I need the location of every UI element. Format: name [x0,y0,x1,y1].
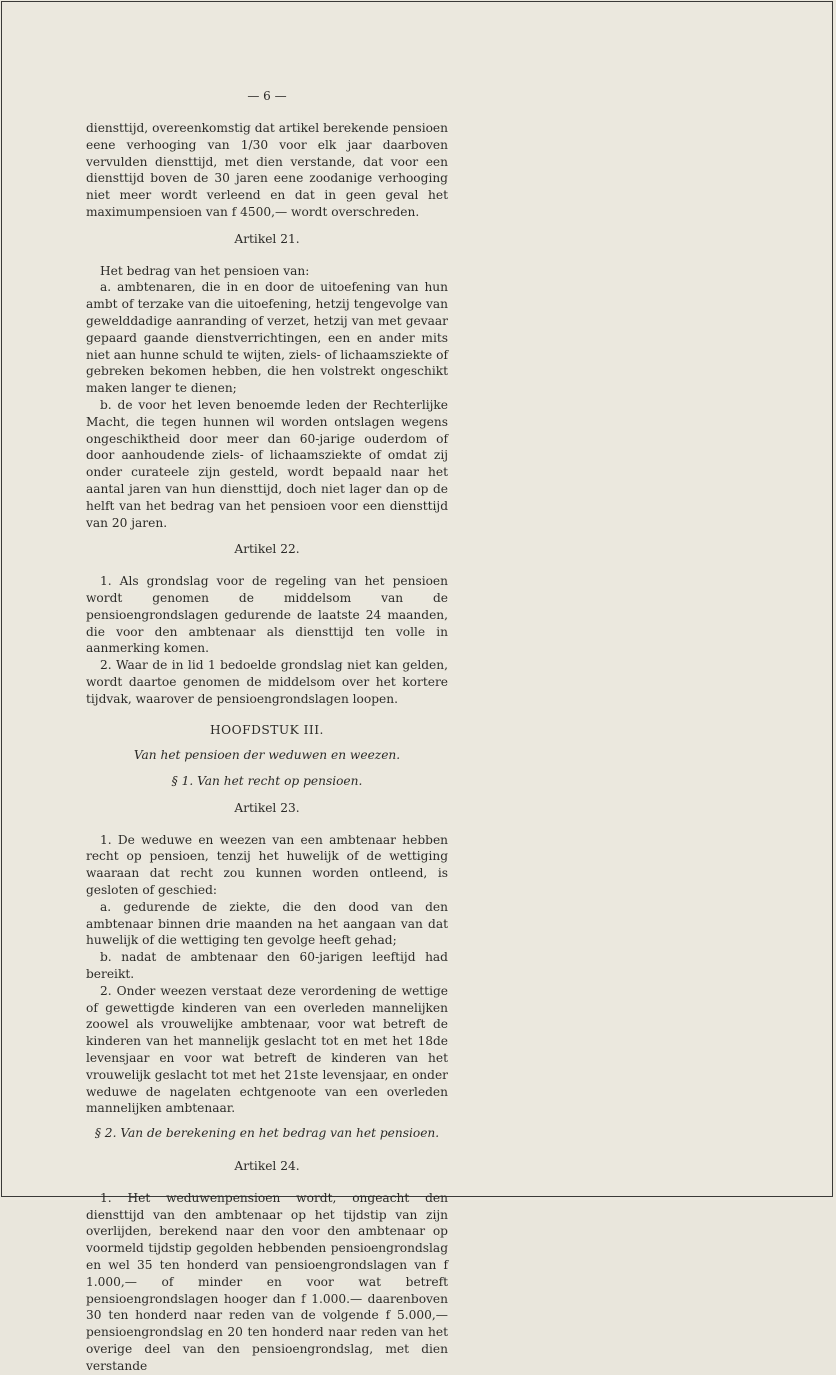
article-23-paragraph: 2. Onder weezen verstaat deze verordening de wettige of gewettigde kinderen van een overleden mannelijken zoowel als vrouwelijke ambtenaar, voor wat betreft de kinderen van het mannelijk geslacht tot en met het 18de levensjaar en voor wat betreft de kinderen van het vrouwelijk geslacht tot met het 21ste levensjaar, en onder weduwe de nagelaten echtgenoote van een overleden mannelijken ambtenaar. [86,983,448,1116]
article-21-paragraph: Het bedrag van het pensioen van: [100,263,310,278]
document-body [86,88,448,1375]
article-22-paragraph: 1. Als grondslag voor de regeling van het pensioen wordt genomen de middelsom van de pensioengrondslagen gedurende de laatste 24 maanden, die voor den ambtenaar als diensttijd ten volle in aanmerking komen. [86,574,448,656]
article-24-heading: Artikel 24. [234,1159,300,1174]
chapter-subtitle: Van het pensioen der weduwen en weezen. [133,748,401,763]
article-22-heading: Artikel 22. [234,542,300,557]
article-23-heading: Artikel 23. [234,800,300,815]
article-22-paragraph: 2. Waar de in lid 1 bedoelde grondslag niet kan gelden, wordt daartoe genomen de middelsom over het kortere tijdvak, waarover de pensioengrondslagen loopen. [86,658,448,706]
article-23-paragraph: a. gedurende de ziekte, die den dood van den ambtenaar binnen drie maanden na het aangaan van dat huwelijk of die wettiging ten gevolge heeft gehad; [86,899,448,948]
intro-paragraph: diensttijd, overeenkomstig dat artikel berekende pensioen eene verhooging van 1/30 voor elk jaar daarboven vervulden diensttijd, met dien verstande, dat voor een diensttijd boven de 30 jaren eene zoodanige verhooging niet meer wordt verleend en dat in geen geval het maximumpensioen van f 4500,— wordt overschreden. [86,121,448,219]
article-24-paragraph: 1. Het weduwenpensioen wordt, ongeacht den diensttijd van den ambtenaar op het tijdstip van zijn overlijden, berekend naar den voor den ambtenaar op voormeld tijdstip gegolden hebbenden pensioengrondslag en wel 35 ten honderd van pensioengrondslagen van f 1.000,— of minder en voor wat betreft pensioengrondslagen hooger dan f 1.000.— daarenboven 30 ten honderd naar reden van de volgende f 5.000,— pensioengrondslag en 20 ten honderd naar reden van het overige deel van den pensioengrondslag, met dien verstande [86,1190,448,1373]
article-23-paragraph: 1. De weduwe en weezen van een ambtenaar hebben recht op pensioen, tenzij het huwelijk of de wettiging waaraan dat recht zou kunnen worden ontleend, is gesloten of geschied: [86,832,448,898]
chapter-heading: HOOFDSTUK III. [210,722,324,737]
article-23-paragraph: b. nadat de ambtenaar den 60-jarigen leeftijd had bereikt. [86,950,448,982]
article-21-paragraph: a. ambtenaren, die in en door de uitoefening van hun ambt of terzake van die uitoefening, hetzij tengevolge van gewelddadige aanranding of verzet, hetzij van met gevaar gepaard gaande dienstverrichtingen, een en ander mits niet aan hunne schuld te wijten, ziels- of lichaamsziekte of gebreken bekomen hebben, die hen volstrekt ongeschikt maken langer te dienen; [86,280,448,396]
article-21-heading: Artikel 21. [234,231,300,246]
page-number: — 6 — [247,89,287,103]
section-2-heading: § 2. Van de berekening en het bedrag van het pensioen. [94,1126,440,1141]
section-1-heading: § 1. Van het recht op pensioen. [171,774,363,789]
article-21-paragraph: b. de voor het leven benoemde leden der Rechterlijke Macht, die tegen hunnen wil worden ontslagen wegens ongeschiktheid door meer dan 60-jarige ouderdom of door aanhoudende ziels- of lichaamsziekte of omdat zij onder curateele zijn gesteld, wordt bepaald naar het aantal jaren van hun diensttijd, doch niet lager dan op de helft van het bedrag van het pensioen voor een diensttijd van 20 jaren. [86,397,448,530]
